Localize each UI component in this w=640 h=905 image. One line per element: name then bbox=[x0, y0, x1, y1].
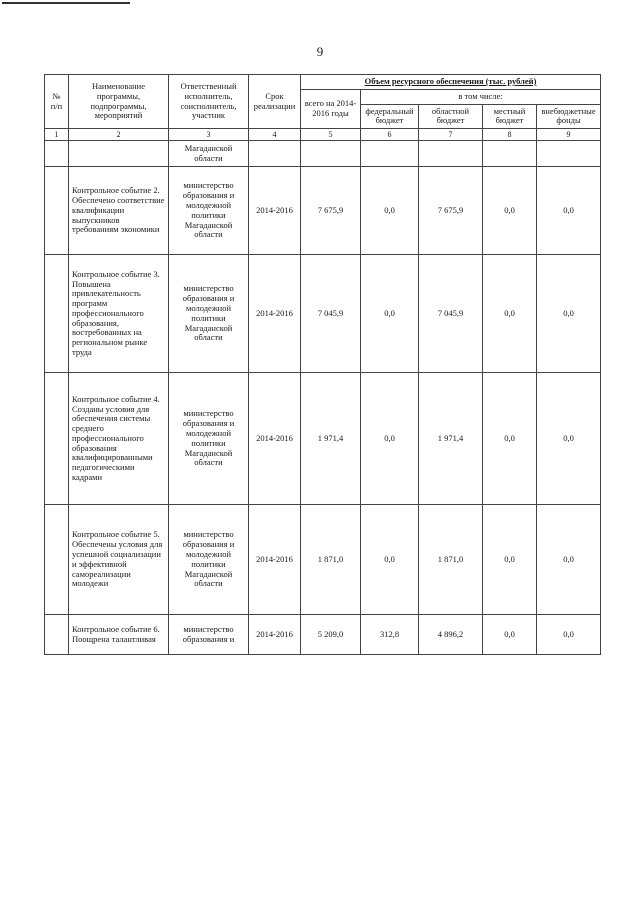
table-row bbox=[45, 505, 601, 615]
column-number: 2 bbox=[69, 129, 169, 141]
cell-federal: 0,0 bbox=[361, 167, 419, 255]
column-number: 5 bbox=[301, 129, 361, 141]
page-number: 9 bbox=[316, 44, 324, 59]
cell-term: 2014-2016 bbox=[249, 615, 301, 655]
cell-offbudget: 0,0 bbox=[537, 255, 601, 373]
header-no: № п/п bbox=[45, 75, 69, 129]
cell-local: 0,0 bbox=[483, 615, 537, 655]
cell-federal: 312,8 bbox=[361, 615, 419, 655]
header-local: местный бюджет bbox=[483, 104, 537, 129]
column-number: 1 bbox=[45, 129, 69, 141]
cell-regional: 4 896,2 bbox=[419, 615, 483, 655]
cell-offbudget bbox=[537, 141, 601, 167]
cell-total: 1 871,0 bbox=[301, 505, 361, 615]
table-row bbox=[45, 615, 601, 655]
cell-executor: Магаданской области bbox=[169, 141, 249, 167]
cell-no bbox=[45, 615, 69, 655]
cell-total: 5 209,0 bbox=[301, 615, 361, 655]
cell-regional: 7 045,9 bbox=[419, 255, 483, 373]
cell-term: 2014-2016 bbox=[249, 167, 301, 255]
cell-regional: 1 871,0 bbox=[419, 505, 483, 615]
cell-local: 0,0 bbox=[483, 255, 537, 373]
cell-local: 0,0 bbox=[483, 505, 537, 615]
header-total: всего на 2014-2016 годы bbox=[301, 89, 361, 128]
cell-total: 7 675,9 bbox=[301, 167, 361, 255]
cell-offbudget: 0,0 bbox=[537, 167, 601, 255]
header-regional: областной бюджет bbox=[419, 104, 483, 129]
resources-table bbox=[44, 74, 601, 655]
cell-regional: 1 971,4 bbox=[419, 373, 483, 505]
column-number: 6 bbox=[361, 129, 419, 141]
column-number: 8 bbox=[483, 129, 537, 141]
cell-offbudget: 0,0 bbox=[537, 373, 601, 505]
cell-executor: министерство образования и молодежной политики Магаданской области bbox=[169, 505, 249, 615]
cell-executor: министерство образования и молодежной политики Магаданской области bbox=[169, 373, 249, 505]
column-number: 7 bbox=[419, 129, 483, 141]
cell-offbudget: 0,0 bbox=[537, 615, 601, 655]
column-number: 4 bbox=[249, 129, 301, 141]
cell-offbudget: 0,0 bbox=[537, 505, 601, 615]
cell-local bbox=[483, 141, 537, 167]
cell-name: Контрольное событие 6. Поощрена талантливая bbox=[69, 615, 169, 655]
cell-federal: 0,0 bbox=[361, 505, 419, 615]
cell-name: Контрольное событие 4. Созданы условия для обеспечения системы среднего профессионального образования квалифицированными педагогическими кадрами bbox=[69, 373, 169, 505]
cell-executor: министерство образования и молодежной политики Магаданской области bbox=[169, 167, 249, 255]
cell-no bbox=[45, 255, 69, 373]
header-including: в том числе: bbox=[361, 89, 601, 104]
header-name: Наименование программы, подпрограммы, мероприятий bbox=[69, 75, 169, 129]
cell-federal: 0,0 bbox=[361, 373, 419, 505]
cell-term: 2014-2016 bbox=[249, 373, 301, 505]
cell-total: 7 045,9 bbox=[301, 255, 361, 373]
cell-term bbox=[249, 141, 301, 167]
table-row bbox=[45, 373, 601, 505]
header-offbudget: внебюджетные фонды bbox=[537, 104, 601, 129]
cell-total: 1 971,4 bbox=[301, 373, 361, 505]
cell-no bbox=[45, 373, 69, 505]
header-executor: Ответственный исполнитель, соисполнитель, участник bbox=[169, 75, 249, 129]
cell-executor: министерство образования и bbox=[169, 615, 249, 655]
cell-no bbox=[45, 141, 69, 167]
top-rule bbox=[2, 2, 130, 4]
column-number: 9 bbox=[537, 129, 601, 141]
cell-term: 2014-2016 bbox=[249, 255, 301, 373]
cell-federal bbox=[361, 141, 419, 167]
cell-no bbox=[45, 505, 69, 615]
cell-local: 0,0 bbox=[483, 167, 537, 255]
cell-name: Контрольное событие 5. Обеспечены условия для успешной социализации и эффективной самореализации молодежи bbox=[69, 505, 169, 615]
resources-table-wrap bbox=[44, 74, 600, 655]
table-row bbox=[45, 141, 601, 167]
cell-local: 0,0 bbox=[483, 373, 537, 505]
column-number: 3 bbox=[169, 129, 249, 141]
cell-total bbox=[301, 141, 361, 167]
table-row bbox=[45, 255, 601, 373]
cell-federal: 0,0 bbox=[361, 255, 419, 373]
cell-regional bbox=[419, 141, 483, 167]
cell-no bbox=[45, 167, 69, 255]
cell-name: Контрольное событие 3. Повышена привлекательность программ профессионального образования, востребованных на региональном рынке труда bbox=[69, 255, 169, 373]
cell-name: Контрольное событие 2. Обеспечено соответствие квалификации выпускников требованиям экономики bbox=[69, 167, 169, 255]
header-term: Срок реализации bbox=[249, 75, 301, 129]
table-row bbox=[45, 167, 601, 255]
cell-name bbox=[69, 141, 169, 167]
cell-executor: министерство образования и молодежной политики Магаданской области bbox=[169, 255, 249, 373]
header-resources-group: Объем ресурсного обеспечения (тыс. рублей) bbox=[301, 75, 601, 90]
cell-term: 2014-2016 bbox=[249, 505, 301, 615]
column-numbers-row bbox=[45, 129, 601, 141]
cell-regional: 7 675,9 bbox=[419, 167, 483, 255]
header-federal: федеральный бюджет bbox=[361, 104, 419, 129]
